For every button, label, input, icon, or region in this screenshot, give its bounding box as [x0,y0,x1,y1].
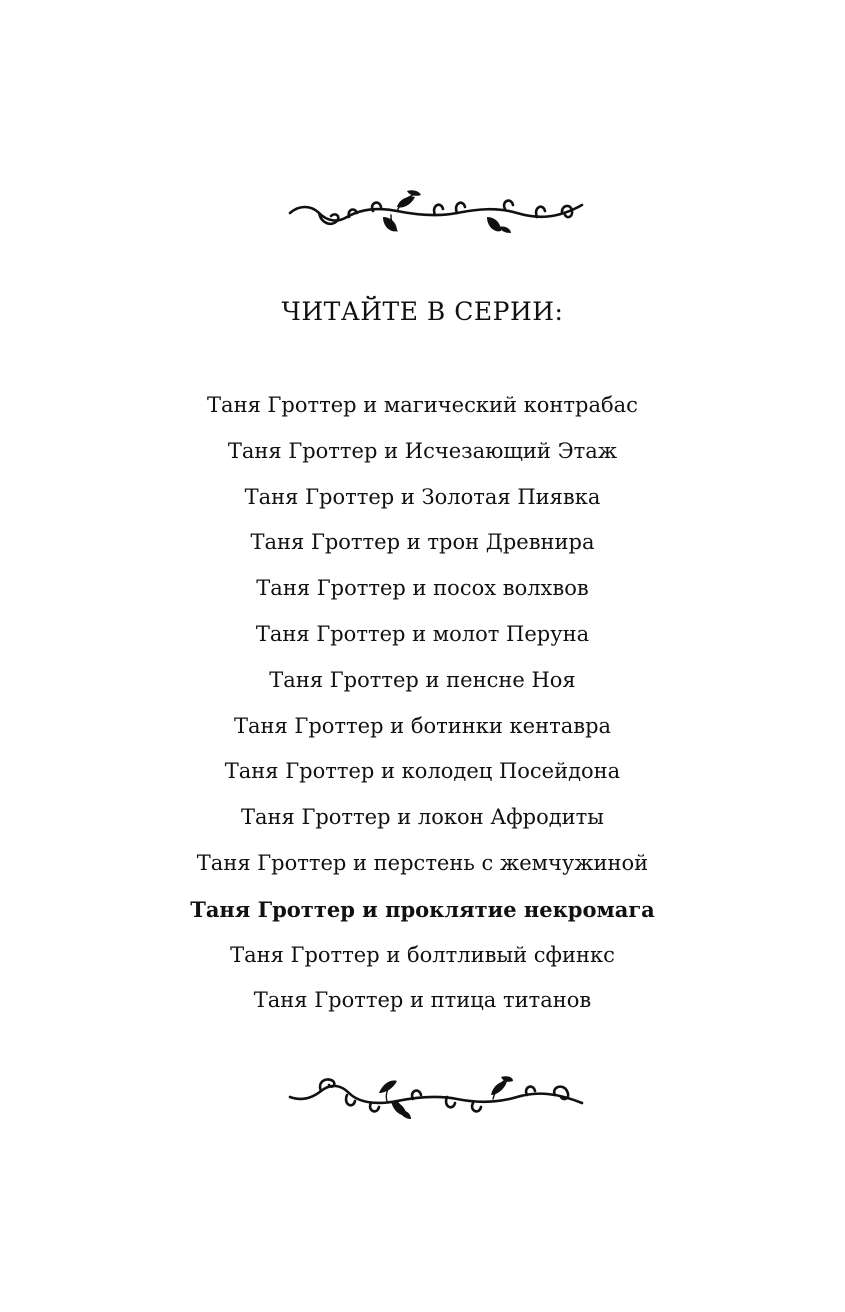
book-title: Таня Гроттер и пенсне Ноя [269,667,576,692]
book-title: Таня Гроттер и птица титанов [253,988,592,1013]
list-item [0,383,845,429]
book-title: Таня Гроттер и молот Перуна [255,621,590,646]
book-title: Таня Гроттер и Исчезающий Этаж [227,438,618,463]
list-item [0,933,845,979]
book-list [0,383,845,1024]
list-item [0,658,845,704]
list-item [0,475,845,521]
book-title: Таня Гроттер и перстень с жемчужиной [196,850,649,875]
book-title: Таня Гроттер и локон Афродиты [241,805,604,830]
vine-ornament-icon [287,187,585,237]
vine-ornament-icon [287,1071,585,1121]
page-title: ЧИТАЙТЕ В СЕРИИ: [281,297,564,326]
list-item [0,841,845,887]
list-item [0,749,845,795]
list-item [0,887,845,933]
list-item [0,520,845,566]
book-title: Таня Гроттер и ботинки кентавра [233,713,612,738]
book-title: Таня Гроттер и посох волхвов [256,576,589,601]
book-title: Таня Гроттер и магический контрабас [207,393,638,417]
list-item [0,429,845,475]
book-title: Таня Гроттер и трон Древнира [250,530,595,555]
list-item [0,978,845,1024]
book-title: Таня Гроттер и проклятие некромага [190,896,655,922]
list-item [0,795,845,841]
book-title: Таня Гроттер и Золотая Пиявка [244,484,601,509]
list-item [0,566,845,612]
list-item [0,612,845,658]
list-item [0,704,845,750]
book-title: Таня Гроттер и колодец Посейдона [224,759,621,784]
book-title: Таня Гроттер и болтливый сфинкс [230,942,615,967]
